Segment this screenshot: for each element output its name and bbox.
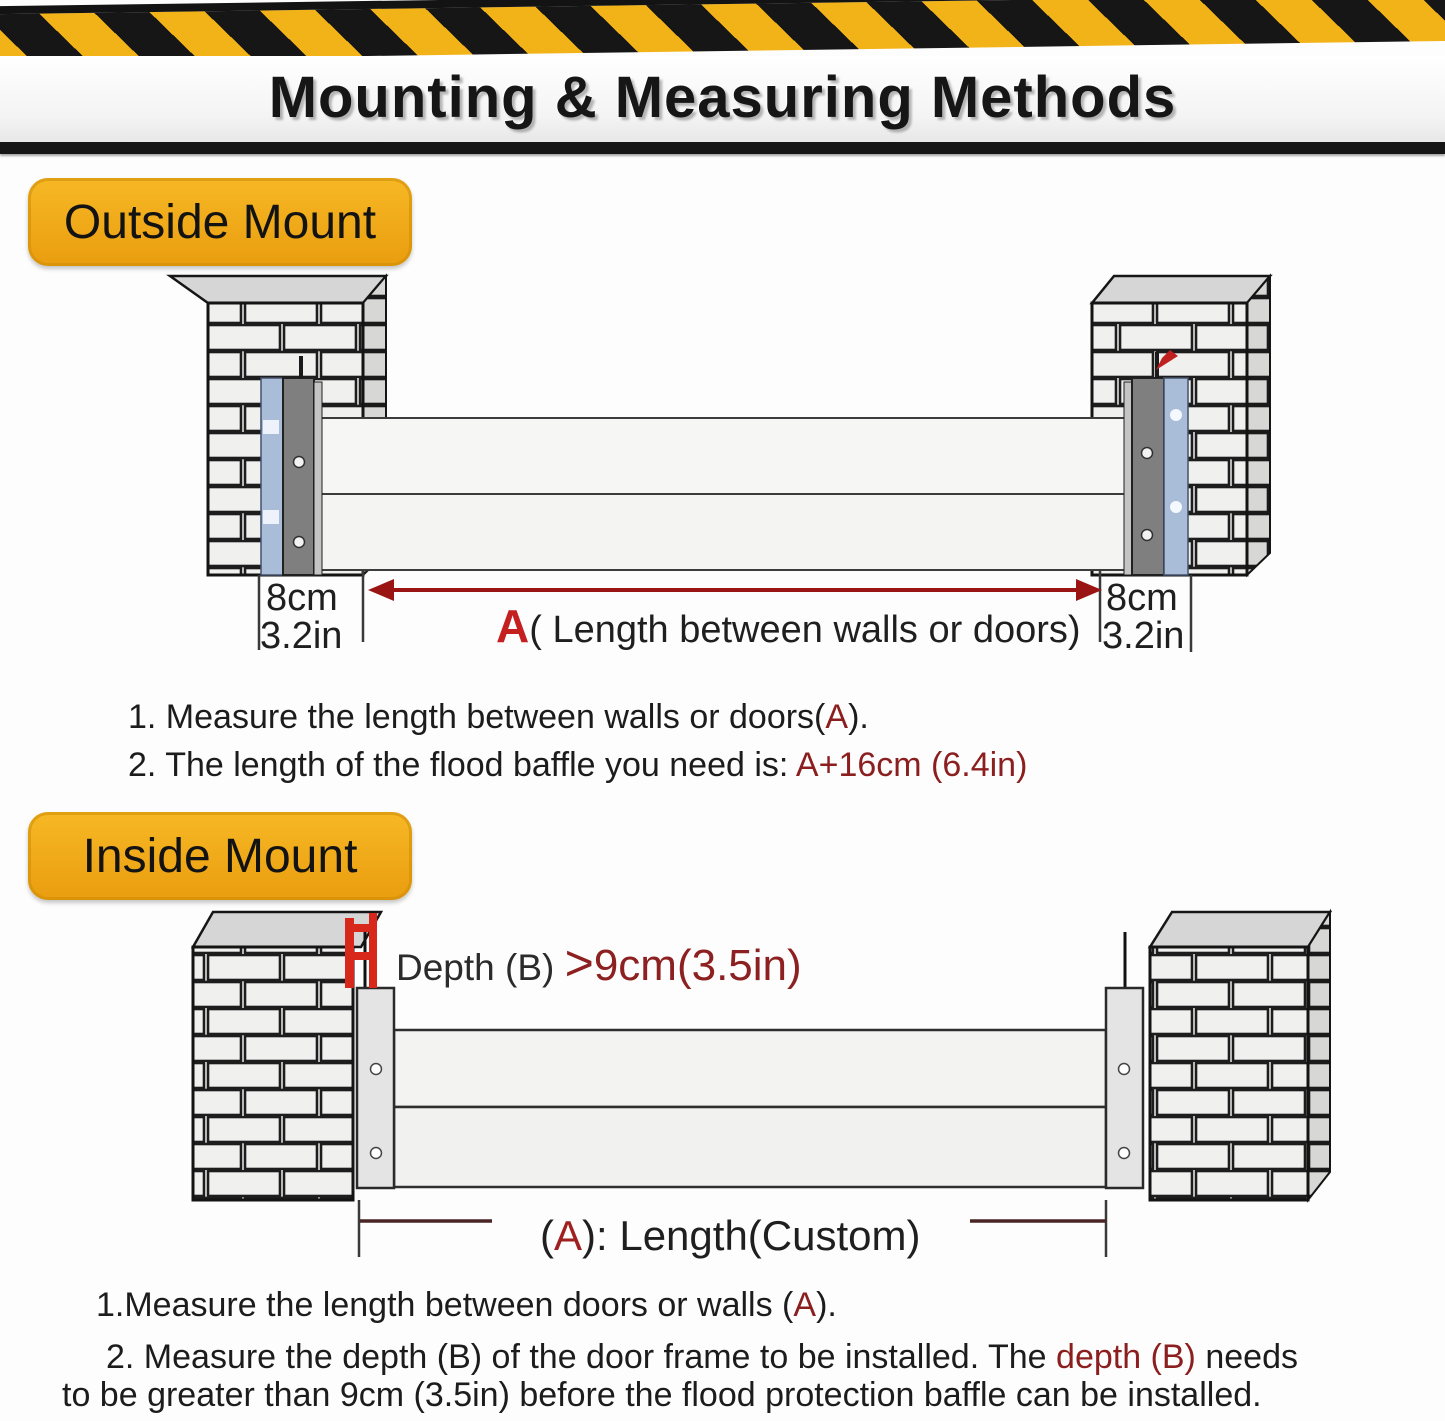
flood-barrier-panels: [394, 1030, 1106, 1187]
inside-step-2-line2: to be greater than 9cm (3.5in) before the flood protection baffle can be installed.: [62, 1376, 1262, 1414]
left-mounting-channel: [283, 356, 322, 575]
span-label: A( Length between walls or doors): [496, 600, 1081, 652]
outside-step-2: 2. The length of the flood baffle you need is: A+16cm (6.4in): [128, 746, 1028, 784]
screw-hole: [1119, 1064, 1130, 1075]
screw-hole: [1142, 448, 1153, 459]
right-offset-in-label: 3.2in: [1102, 615, 1185, 657]
inside-step-1: 1.Measure the length between doors or walls (A).: [96, 1286, 837, 1324]
length-annotation: (A): Length(Custom): [540, 1212, 921, 1259]
left-gasket-strip: [261, 378, 283, 575]
depth-annotation: Depth (B) >9cm(3.5in): [396, 935, 802, 991]
hazard-stripe-band: [0, 0, 1445, 56]
left-offset-cm-label: 8cm: [266, 577, 338, 619]
hazard-stripe: [0, 0, 1445, 56]
inside-step-2-line1: 2. Measure the depth (B) of the door frame to be installed. The depth (B) needs: [106, 1338, 1298, 1376]
outside-step-1: 1. Measure the length between walls or doors(A).: [128, 698, 869, 736]
inside-right-wall: [1150, 912, 1330, 1200]
left-offset-in-label: 3.2in: [260, 615, 343, 657]
screw-hole: [1119, 1148, 1130, 1159]
screw-hole: [294, 537, 305, 548]
length-arrow: [368, 579, 1102, 601]
inside-mount-diagram: [0, 900, 1445, 1310]
right-channel-plate: [1106, 932, 1143, 1188]
screw-hole: [1142, 530, 1153, 541]
outside-mount-badge-label: Outside Mount: [63, 195, 377, 249]
inside-mount-badge: [28, 812, 412, 900]
screw-hole: [294, 457, 305, 468]
screw-hole: [371, 1148, 382, 1159]
inside-mount-badge-label: Inside Mount: [82, 829, 358, 883]
header-divider-bar: [0, 142, 1445, 154]
right-mounting-channel: [1124, 352, 1164, 575]
right-offset-cm-label: 8cm: [1106, 577, 1178, 619]
screw-hole: [371, 1064, 382, 1075]
outside-mount-diagram: [0, 270, 1445, 670]
flood-barrier-panels: [321, 418, 1133, 570]
outside-mount-badge: [28, 178, 412, 266]
depth-bracket-icon: [345, 913, 377, 988]
page-title: Mounting & Measuring Methods: [268, 65, 1177, 130]
